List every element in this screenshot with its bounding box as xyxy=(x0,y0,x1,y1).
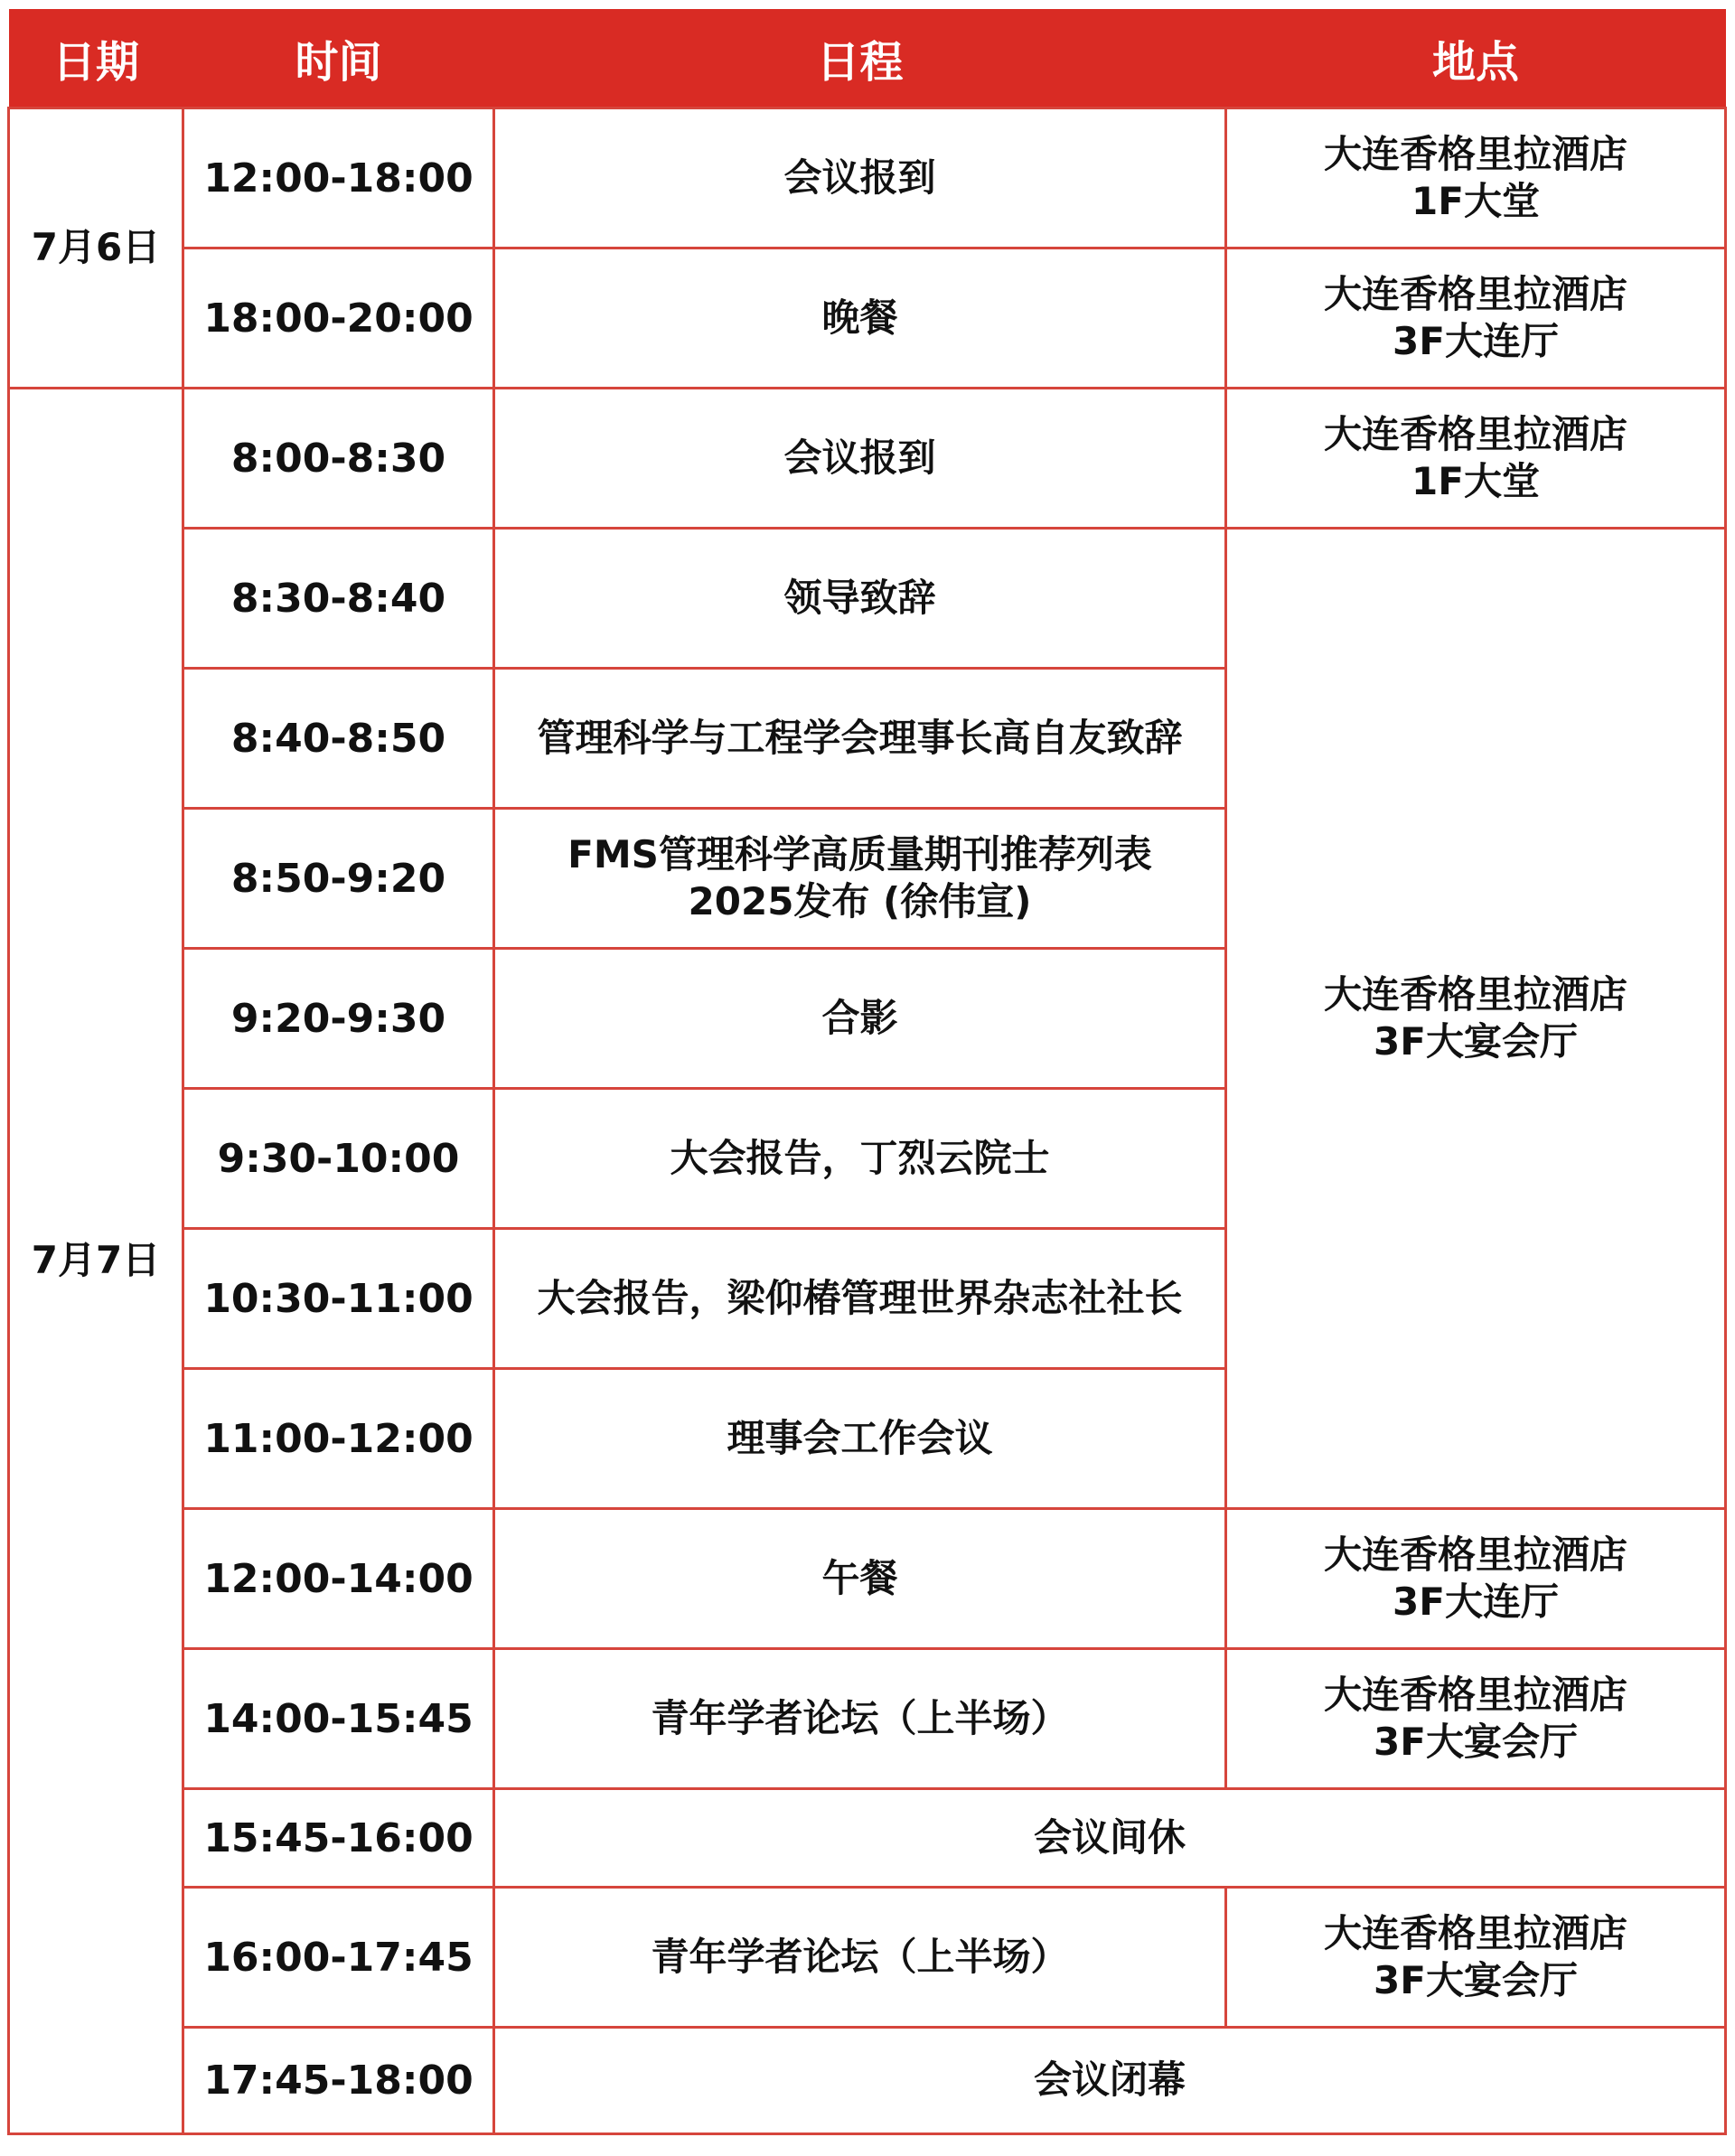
time-cell: 16:00-17:45 xyxy=(183,1888,494,2028)
time-cell: 12:00-18:00 xyxy=(183,108,494,248)
event-text-line-1: FMS管理科学高质量期刊推荐列表 xyxy=(567,831,1152,876)
location-cell xyxy=(1226,1649,1726,1789)
table-row xyxy=(9,1649,1726,1789)
time-cell: 15:45-16:00 xyxy=(183,1789,494,1888)
time-cell: 14:00-15:45 xyxy=(183,1649,494,1789)
event-cell xyxy=(494,389,1226,529)
date-cell-jul-7: 7月7日 xyxy=(9,389,183,2134)
location-cell xyxy=(1226,389,1726,529)
event-text: 领导致辞 xyxy=(783,575,936,620)
event-cell-wide xyxy=(494,1789,1726,1888)
location-line-2: 3F大连厅 xyxy=(1393,319,1559,363)
location-line-2: 3F大宴会厅 xyxy=(1374,1019,1578,1064)
header-date: 日期 xyxy=(9,9,183,108)
time-cell: 8:50-9:20 xyxy=(183,809,494,949)
table-row xyxy=(9,108,1726,248)
location-line-2: 3F大连厅 xyxy=(1393,1580,1559,1624)
schedule-table xyxy=(7,9,1727,2135)
header-location: 地点 xyxy=(1226,9,1726,108)
event-text-line-2: 2025发布 (徐伟宣) xyxy=(688,879,1032,923)
time-cell: 9:30-10:00 xyxy=(183,1089,494,1229)
event-cell xyxy=(494,949,1226,1089)
event-text: 管理科学与工程学会理事长高自友致辞 xyxy=(537,715,1183,760)
location-cell xyxy=(1226,1509,1726,1649)
location-line-1: 大连香格里拉酒店 xyxy=(1323,1532,1627,1577)
time-cell: 8:30-8:40 xyxy=(183,529,494,669)
event-text: 会议报到 xyxy=(783,155,936,200)
location-line-2: 3F大宴会厅 xyxy=(1374,1958,1578,2002)
event-cell xyxy=(494,1369,1226,1509)
event-cell xyxy=(494,669,1226,809)
event-text: 午餐 xyxy=(821,1555,898,1600)
table-row xyxy=(9,1888,1726,2028)
location-cell xyxy=(1226,1888,1726,2028)
table-row xyxy=(9,1789,1726,1888)
time-cell: 12:00-14:00 xyxy=(183,1509,494,1649)
event-cell xyxy=(494,108,1226,248)
header-time: 时间 xyxy=(183,9,494,108)
time-cell: 10:30-11:00 xyxy=(183,1229,494,1369)
header-row xyxy=(9,9,1726,108)
event-cell xyxy=(494,1509,1226,1649)
event-cell xyxy=(494,248,1226,389)
event-cell-wide xyxy=(494,2028,1726,2134)
location-line-2: 1F大堂 xyxy=(1411,179,1540,223)
time-cell: 17:45-18:00 xyxy=(183,2028,494,2134)
event-cell xyxy=(494,1229,1226,1369)
header-schedule: 日程 xyxy=(494,9,1226,108)
table-row xyxy=(9,529,1726,669)
location-line-1: 大连香格里拉酒店 xyxy=(1323,271,1627,316)
table-row xyxy=(9,389,1726,529)
event-text: 会议闭幕 xyxy=(1033,2058,1186,2103)
location-line-1: 大连香格里拉酒店 xyxy=(1323,411,1627,456)
schedule-sheet xyxy=(7,9,1724,2133)
event-cell xyxy=(494,1089,1226,1229)
event-text: 晚餐 xyxy=(821,295,898,340)
event-text: 理事会工作会议 xyxy=(727,1415,993,1460)
event-cell xyxy=(494,1888,1226,2028)
event-text: 会议报到 xyxy=(783,435,936,480)
table-row xyxy=(9,248,1726,389)
time-cell: 8:40-8:50 xyxy=(183,669,494,809)
time-cell: 9:20-9:30 xyxy=(183,949,494,1089)
table-row xyxy=(9,1509,1726,1649)
location-cell xyxy=(1226,108,1726,248)
table-row xyxy=(9,2028,1726,2134)
location-line-2: 3F大宴会厅 xyxy=(1374,1720,1578,1764)
location-line-2: 1F大堂 xyxy=(1411,459,1540,503)
event-cell xyxy=(494,529,1226,669)
location-line-1: 大连香格里拉酒店 xyxy=(1323,1910,1627,1955)
event-text: 青年学者论坛（上半场） xyxy=(651,1695,1069,1740)
event-text: 合影 xyxy=(821,995,898,1040)
location-line-1: 大连香格里拉酒店 xyxy=(1323,971,1627,1017)
location-line-1: 大连香格里拉酒店 xyxy=(1323,1672,1627,1717)
time-cell: 8:00-8:30 xyxy=(183,389,494,529)
time-cell: 11:00-12:00 xyxy=(183,1369,494,1509)
date-cell-jul-6: 7月6日 xyxy=(9,108,183,389)
location-cell xyxy=(1226,248,1726,389)
event-text: 大会报告，丁烈云院士 xyxy=(670,1135,1050,1180)
event-cell xyxy=(494,1649,1226,1789)
time-cell: 18:00-20:00 xyxy=(183,248,494,389)
location-cell-merged xyxy=(1226,529,1726,1509)
event-text: 会议间休 xyxy=(1033,1814,1186,1860)
location-line-1: 大连香格里拉酒店 xyxy=(1323,131,1627,176)
event-text: 青年学者论坛（上半场） xyxy=(651,1934,1069,1979)
event-text: 大会报告，梁仰椿管理世界杂志社社长 xyxy=(537,1275,1183,1320)
event-cell xyxy=(494,809,1226,949)
